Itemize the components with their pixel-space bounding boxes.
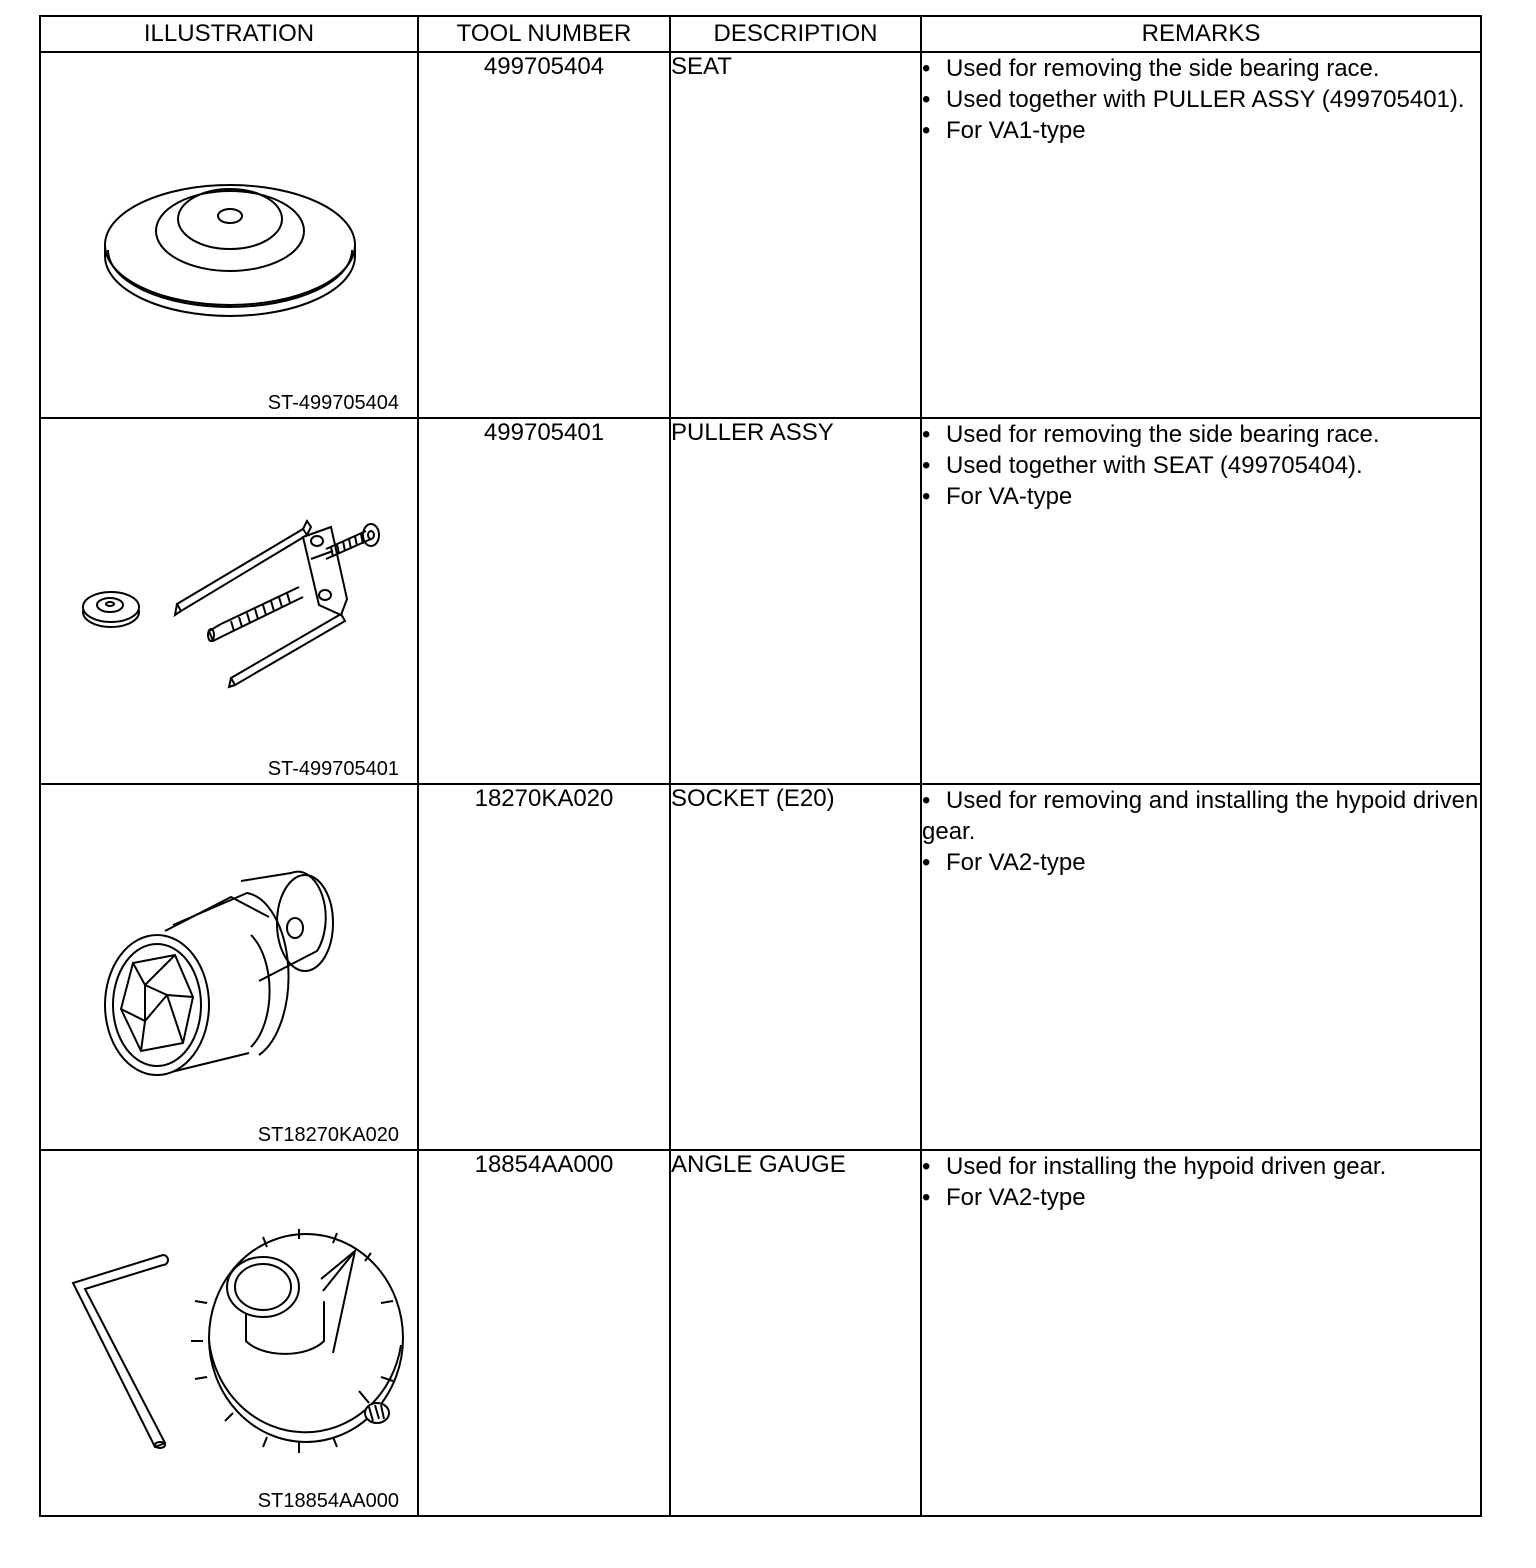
remark-item: • Used for removing the side bearing race.: [922, 55, 1380, 82]
tool-number: 18854AA000: [418, 1150, 670, 1516]
tool-description: ANGLE GAUGE: [670, 1150, 921, 1516]
illustration-cell: [40, 784, 418, 1150]
remarks-cell: [921, 1150, 1481, 1516]
remark-item: • For VA-type: [922, 483, 1073, 510]
remark-item: • Used for removing and installing the hypoid driven gear.: [922, 787, 1479, 845]
tool-number: 499705401: [418, 418, 670, 784]
illustration-cell: [40, 418, 418, 784]
tool-description: SEAT: [670, 52, 921, 418]
remark-item: • Used together with SEAT (499705404).: [922, 452, 1363, 479]
socket-icon: [41, 785, 417, 1149]
angle-gauge-icon: [41, 1151, 417, 1515]
remarks-list: [922, 1151, 1480, 1213]
remark-item: • For VA2-type: [922, 1184, 1086, 1211]
remark-item: • Used for installing the hypoid driven gear.: [922, 1153, 1387, 1180]
remarks-list: [922, 785, 1480, 878]
header-illustration: ILLUSTRATION: [40, 16, 418, 52]
illustration-cell: [40, 1150, 418, 1516]
remarks-cell: [921, 784, 1481, 1150]
puller-assy-icon: [41, 419, 417, 783]
table-row: [40, 784, 1481, 1150]
table-row: [40, 1150, 1481, 1516]
illustration-code: ST-499705404: [267, 392, 399, 414]
remarks-list: [922, 53, 1480, 146]
remarks-cell: [921, 52, 1481, 418]
illustration-code: ST-499705401: [267, 758, 399, 780]
header-remarks: REMARKS: [921, 16, 1481, 52]
illustration-code: ST18270KA020: [257, 1124, 399, 1146]
remarks-list: [922, 419, 1480, 512]
header-description: DESCRIPTION: [670, 16, 921, 52]
table-row: [40, 52, 1481, 418]
tool-description: SOCKET (E20): [670, 784, 921, 1150]
remark-item: • Used for removing the side bearing race.: [922, 421, 1380, 448]
remarks-cell: [921, 418, 1481, 784]
header-tool-number: TOOL NUMBER: [418, 16, 670, 52]
remark-item: • Used together with PULLER ASSY (499705401).: [922, 86, 1465, 113]
special-tools-table: [39, 15, 1482, 1517]
remark-item: • For VA1-type: [922, 117, 1086, 144]
illustration-cell: [40, 52, 418, 418]
remark-item: • For VA2-type: [922, 849, 1086, 876]
illustration-code: ST18854AA000: [257, 1490, 399, 1512]
tool-number: 18270KA020: [418, 784, 670, 1150]
seat-disc-icon: [41, 53, 417, 417]
table-row: [40, 418, 1481, 784]
tool-description: PULLER ASSY: [670, 418, 921, 784]
tool-number: 499705404: [418, 52, 670, 418]
table-header-row: [40, 16, 1481, 52]
